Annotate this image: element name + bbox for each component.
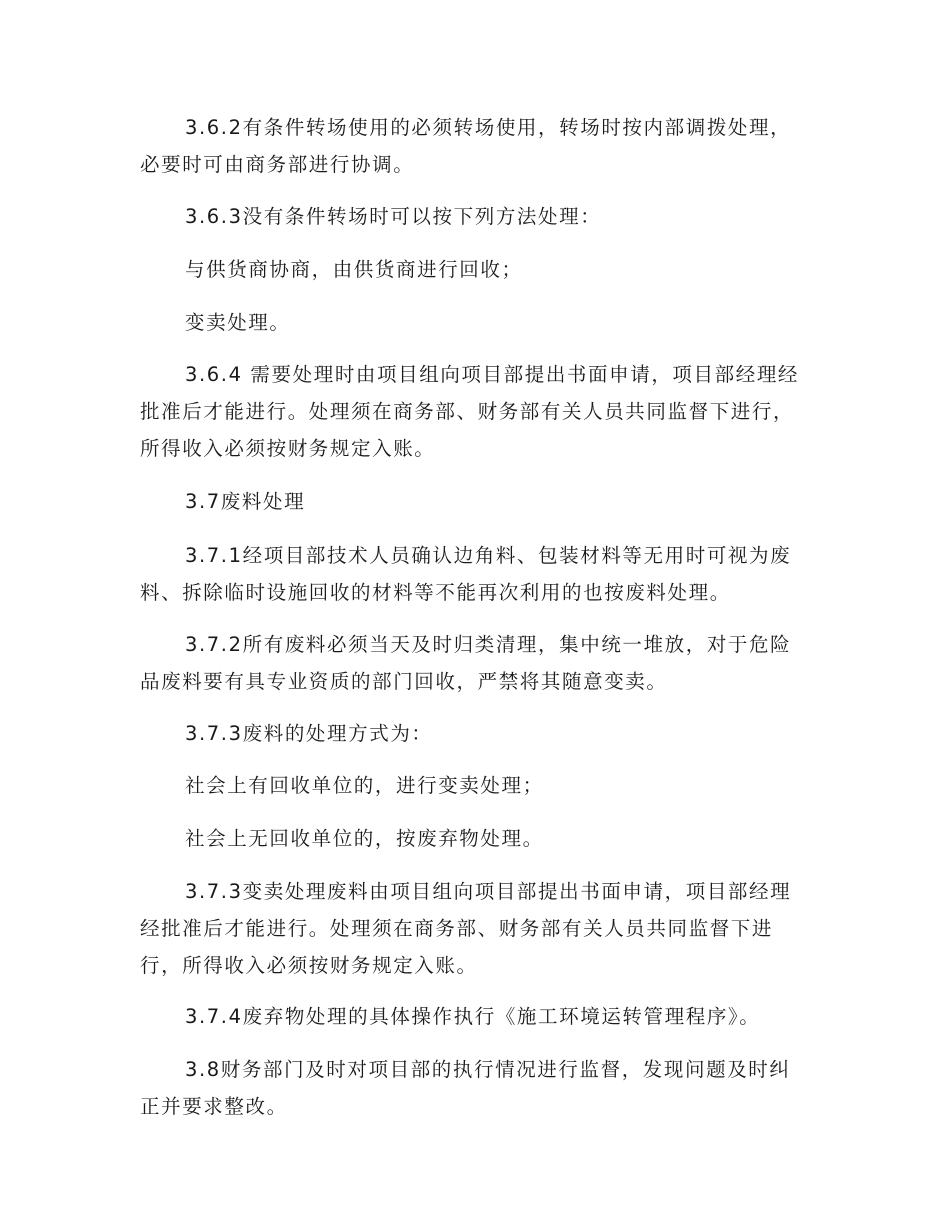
paragraph-3-7-heading: 3.7废料处理 [185, 490, 306, 513]
paragraph-3-6-2: 3.6.2有条件转场使用的必须转场使用，转场时按内部调拨处理，必要时可由商务部进行协调。 [140, 116, 792, 176]
paragraph-3-7-1: 3.7.1经项目部技术人员确认边角料、包装材料等无用时可视为废料、拆除临时设施回收的材料等不能再次利用的也按废料处理。 [140, 544, 792, 604]
paragraph-3-7-3a: 3.7.3废料的处理方式为： [185, 722, 433, 745]
paragraph-3-8: 3.8财务部门及时对项目部的执行情况进行监督，发现问题及时纠正并要求整改。 [140, 1058, 791, 1118]
paragraph-method-2: 变卖处理。 [185, 311, 291, 334]
paragraph-3-6-3: 3.6.3没有条件转场时可以按下列方法处理： [185, 205, 602, 228]
paragraph-3-7-3b: 3.7.3变卖处理废料由项目组向项目部提出书面申请，项目部经理经批准后才能进行。处理须在商务部、财务部有关人员共同监督下进行，所得收入必须按财务规定入账。 [140, 880, 792, 977]
paragraph-3-7-4: 3.7.4废弃物处理的具体操作执行《施工环境运转管理程序》。 [185, 1005, 761, 1028]
paragraph-3-7-2: 3.7.2所有废料必须当天及时归类清理，集中统一堆放，对于危险品废料要有具专业资质的部门回收，严禁将其随意变卖。 [140, 633, 792, 693]
paragraph-method-1: 与供货商协商，由供货商进行回收； [185, 258, 523, 281]
paragraph-3-6-4: 3.6.4 需要处理时由项目组向项目部提出书面申请，项目部经理经批准后才能进行。处理须在商务部、财务部有关人员共同监督下进行，所得收入必须按财务规定入账。 [140, 363, 800, 460]
paragraph-disposal-1: 社会上有回收单位的，进行变卖处理； [185, 774, 544, 797]
paragraph-disposal-2: 社会上无回收单位的，按废弃物处理。 [185, 827, 544, 850]
